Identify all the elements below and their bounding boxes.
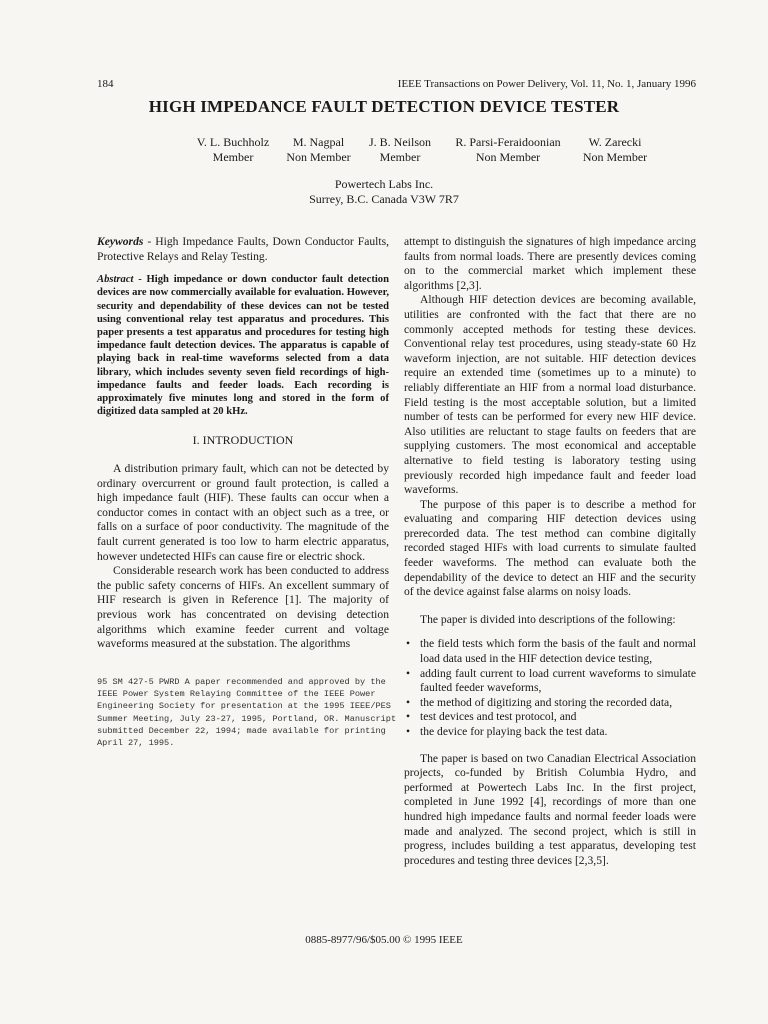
bullet-icon: • [406,710,411,724]
author-name: J. B. Neilson [368,135,431,149]
list-item: • the method of digitizing and storing the recorded data, [406,695,673,709]
topic-list [404,637,696,739]
author-membership: Member [212,150,254,164]
body-paragraph: attempt to distinguish the signatures of high impedance arcing faults from normal loads. There are presently devices coming on to the commercial market which implement these algorithms [2,3]. [404,235,696,292]
bullet-icon: • [406,725,411,738]
list-item: • adding fault current to load current waveforms to simulate faulted feeder waveforms, [406,666,696,695]
author-membership: Member [379,150,421,164]
bullet-icon: • [406,637,411,651]
bullet-icon: • [406,666,411,680]
bullet-icon: • [406,695,411,709]
keywords-label: Keywords [97,235,144,248]
paper-title: HIGH IMPEDANCE FAULT DETECTION DEVICE TESTER [148,97,620,116]
abstract [97,273,389,418]
page-number: 184 [97,78,114,90]
author [280,135,357,165]
copyright-footer: 0885-8977/96/$05.00 © 1995 IEEE [305,934,463,946]
right-column [404,235,696,868]
intro-paragraph: Considerable research work has been conducted to address the public safety concerns of HIFs. An excellent summary of HIF research is given in Reference [1]. The majority of previous work has concentrated on devising detection algorithms which examine feeder current and voltage waveforms measured at the substation. The algorithms [97,564,389,651]
journal-header: IEEE Transactions on Power Delivery, Vol. 11, No. 1, January 1996 [397,78,696,90]
left-column [97,235,389,652]
keywords-text: - High Impedance Faults, Down Conductor Faults, Protective Relays and Relay Testing. [97,235,389,263]
manuscript-footnote: 95 SM 427-5 PWRD A paper recommended and approved by the IEEE Power System Relaying Committee of the IEEE Power Engineering Society for presentation at the 1995 IEEE/PES Summer Meeting, July 23-27, 1995, Portland, OR. Manuscript submitted December 22, 1994; made available for printing April 27, 1995. [97,677,397,749]
author [186,135,280,165]
author-name: R. Parsi-Feraidoonian [455,135,561,149]
author-name: W. Zarecki [588,135,642,149]
section-heading-introduction: I. INTRODUCTION [192,433,294,448]
author-name: V. L. Buchholz [196,135,270,149]
author-membership: Non Member [582,150,648,164]
affiliation-address: Surrey, B.C. Canada V3W 7R7 [309,192,459,206]
body-paragraph: The purpose of this paper is to describe a method for evaluating and comparing HIF detection devices using prerecorded data. The test method can combine digitally recorded staged HIFs with load currents to simulate faulted feeder waveforms. The method can evaluate both the dependability of the device to detect an HIF and the security of the device against false alarms on noisy loads. [404,497,696,599]
author [573,135,657,165]
author [357,135,443,165]
body-paragraph: Although HIF detection devices are becoming available, utilities are confronted with the fact that there are no commonly accepted methods for testing these devices. Conventional relay test procedures, using steady-state 60 Hz waveform injection, are not suitable. HIF detection devices require an extended time (sometimes up to a minute) to reliably differentiate an HIF from a normal load disturbance. Field testing is the most acceptable solution, but a limited number of tests can be performed for every new HIF device. Also utilities are reluctant to stage faults on feeders that are supplying customers. The most economical and acceptable alternative to field testing is laboratory testing using previously recorded high impedance fault and feeder load waveforms. [404,293,696,497]
abstract-text: - High impedance or down conductor fault detection devices are now commercially available for evaluation. However, security and dependability of these devices can not be tested using conventional relay test apparatus and procedures. This paper presents a test apparatus and procedures for testing high impedance fault detection devices. The apparatus is capable of playing back in real-time waveforms selected from a data library, which includes seventy seven field recordings of high-impedance faults and feeder loads. Each recording is approximately five minutes long and stored in the form of digitized data sampled at 20 kHz. [97,274,389,418]
list-item: • test devices and test protocol, and [406,710,577,724]
list-intro: The paper is divided into descriptions of the following: [420,612,676,626]
abstract-label: Abstract [97,274,134,286]
author-membership: Non Member [286,150,351,164]
keywords [97,235,389,264]
list-item: • the device for playing back the test data. [406,725,608,738]
author-name: M. Nagpal [292,135,345,149]
author-list [186,135,657,165]
affiliation [0,177,768,207]
list-item: • the field tests which form the basis of the fault and normal load data used in the HIF detection device testing, [406,637,696,666]
affiliation-org: Powertech Labs Inc. [334,177,434,191]
author [443,135,573,165]
author-membership: Non Member [475,150,541,164]
closing-paragraph: The paper is based on two Canadian Electrical Association projects, co-funded by British Columbia Hydro, and performed at Powertech Labs Inc. In the first project, completed in June 1992 [4], recordings of more than one hundred high impedance faults and normal feeder loads were made and analyzed. The second project, which is still in progress, includes building a test apparatus, developing test procedures and testing three devices [2,3,5]. [404,751,696,867]
intro-paragraph: A distribution primary fault, which can not be detected by ordinary overcurrent or ground fault protection, is called a high impedance fault (HIF). These faults can occur when a conductor comes in contact with an object such as a tree, or falls on a surface of poor conductivity. The magnitude of the fault current generated is too low to harm electric apparatus, however undetected HIFs can cause fire or electric shock. [97,462,389,563]
